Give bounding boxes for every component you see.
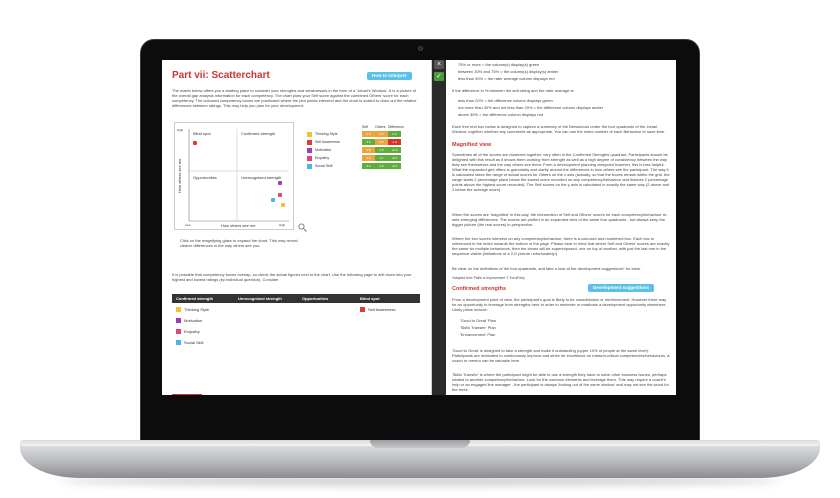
plan-list xyxy=(452,318,670,337)
index-swatch xyxy=(176,307,181,312)
footnote: *Adapted from 'Paths to Improvement' © Korn/Ferry xyxy=(452,276,525,280)
quadrant-unrecognised-strength: Unrecognised strength xyxy=(241,175,282,180)
legend-cell-others: 3.6 xyxy=(375,163,388,169)
skills-transfer-text: 'Skills Transfer' is where the participant might be able to use a strength they have to solve other business issues, perhaps related to another competency/behaviour. Look for the common elements and leverage them. This may require a coach's help or an engaged line manager - the participant is always 'looking out of the same window' and may not see the wood for the trees. xyxy=(452,372,669,392)
development-suggestions-button[interactable]: Development suggestions xyxy=(588,284,654,292)
bullet-item: not more than 30% and not less than 20% = the difference column displays amber xyxy=(458,105,604,110)
legend-row-thinking-style xyxy=(307,131,417,138)
legend-header-difference: Difference xyxy=(388,125,404,129)
report-page-right[interactable] xyxy=(446,60,676,395)
page-accent-bar xyxy=(172,394,202,395)
plot-point-thinking-style xyxy=(281,203,285,207)
table-cell-label: Thinking Style xyxy=(184,307,210,312)
table-row xyxy=(360,307,396,312)
scatter-chart xyxy=(174,122,294,230)
y-axis-high: High xyxy=(177,128,184,132)
legend-cell-difference: -1.0 xyxy=(388,139,401,145)
report-page-left[interactable] xyxy=(162,60,432,395)
plan-item: 'Enhancement' Plan xyxy=(460,332,496,337)
plan-item: 'Skills Transfer' Plan xyxy=(460,325,496,330)
screen xyxy=(162,60,676,395)
check-icon[interactable]: ✓ xyxy=(434,72,444,81)
legend-cell-difference: +0.2 xyxy=(388,155,401,161)
plot-point-social-skill xyxy=(271,198,275,202)
table-cell-label: Empathy xyxy=(184,329,200,334)
legend-name: Social Skill xyxy=(315,164,333,168)
legend-row-social-skill xyxy=(307,163,417,170)
legend-name: Self Awareness xyxy=(315,140,340,144)
plot-point-self-awareness xyxy=(193,141,197,145)
legend-cell-difference: +0.4 xyxy=(388,163,401,169)
legend-row-motivation xyxy=(307,147,417,154)
legend-cell-self: 3.9 xyxy=(362,155,375,161)
bullet-item: less than 30% = the rater average column displays red xyxy=(458,76,555,81)
magnified-view-text-4: Be clear on the definitions of the four quadrants, and take a look at the development suggestions* for each. xyxy=(452,266,642,271)
magnify-note: Click on the magnifying glass to expand the chart. This may reveal clearer differences in the way others see you. xyxy=(180,238,298,248)
magnified-view-text: Sometimes all of the scores are clustered together, very often in the Confirmed Strengths quadrant. Participants should be delighted with this result as it shows them working from strength as well as a high degree of consistency between the way they see themselves and the way others see them. From a development planning viewpoint however, this is less helpful. What the expanded grid offers is granularity and clarity around the differences in how others see the participant. The way it is calculated takes the range of actual scores for Others on the x axis (actually, so that the boxes remain within the grid, the range starts 2 percentage place below the lowest score recorded on any competency/behaviour and finishes 2 percentage points above the highest score recorded). The Self scores on the y axis is calculated in exactly the same way (2 above and 2 below the average score). xyxy=(452,152,670,192)
bullet-item: between 30% and 75% = the column(s) display(s) amber xyxy=(458,69,559,74)
magnified-view-text-2: When the scores are 'magnified' in this way, the intersection of Self and Others' scores for each competency/behaviour re-sets emerging differences. The scores are plotted in an expanded view of the same four quadrants - but always keep the bigger picture (the real scores) in perspective. xyxy=(452,212,668,227)
overlap-note: It is possible that competency boxes overlap, so check the actual figures next to the chart. Use the following page to drill down into your highest and lowest ratings (by individual question). Consider xyxy=(172,272,412,282)
table-row xyxy=(176,307,209,312)
legend-cell-others: 3.5 xyxy=(375,147,388,153)
table-row xyxy=(176,340,203,345)
plan-item: 'Good to Great' Plan xyxy=(460,318,496,323)
bullet-item: less than 20% = the difference column displays green xyxy=(458,98,553,103)
magnifying-glass-icon[interactable] xyxy=(298,223,307,232)
table-row xyxy=(176,329,200,334)
legend-swatch xyxy=(307,164,312,169)
bullet-item: 75% or more = the column(s) display(s) green xyxy=(458,62,540,67)
how-to-interpret-button[interactable]: How to interpret xyxy=(367,72,412,80)
legend-swatch xyxy=(307,132,312,137)
pane-divider xyxy=(432,60,446,395)
quadrant-blind-spot: Blind spot xyxy=(193,131,211,136)
x-axis-label: How others see me xyxy=(221,223,256,228)
legend-row-empathy xyxy=(307,155,417,162)
legend-header-others: Others xyxy=(375,125,386,129)
index-swatch xyxy=(176,318,181,323)
th-blind-spot: Blind spot xyxy=(360,296,380,301)
legend-cell-self: 3.8 xyxy=(362,147,375,153)
plot-point-empathy xyxy=(278,193,282,197)
good-to-great-text: 'Good to Great' is designed to take a strength and make it outstanding (upper 10% of people at the same level). Participants are motivated to continuously improve and strive for excellence on mission-critical competencies/behaviours. A coach or mentor can be valuable here. xyxy=(452,348,670,363)
laptop-notch xyxy=(370,440,470,448)
difference-list xyxy=(452,98,670,117)
table-cell-label: Self Awareness xyxy=(368,307,396,312)
legend-cell-others: 4.5 xyxy=(375,139,388,145)
legend-swatch xyxy=(307,156,312,161)
legend-cell-others: 4.5 xyxy=(375,131,388,137)
table-cell-label: Motivation xyxy=(184,318,203,323)
confirmed-strengths-text: From a development point of view, the participant's goal is likely to be consolidation or reinforcement. However there may be an opportunity to leverage from strengths here in order to minimise or eradicate a development opportunity elsewhere. Likely plans include: xyxy=(452,297,667,312)
legend-cell-difference: +0.3 xyxy=(388,147,401,153)
legend-name: Empathy xyxy=(315,156,330,160)
x-axis-low: Low xyxy=(185,223,191,227)
legend-cell-others: 3.7 xyxy=(375,155,388,161)
difference-intro: If the difference in % between the self-rating and the rater average is: xyxy=(452,88,575,93)
close-icon[interactable]: × xyxy=(434,60,444,69)
y-axis-label: How others see me xyxy=(177,158,182,193)
confirmed-strengths-heading: Confirmed strengths xyxy=(452,286,507,292)
table-row xyxy=(176,318,202,323)
intro-text: The matrix below offers you a starting place to consider your strengths and weaknesses in the form of a 'Johari's Window'. It is a picture of the overall gap analysis information for each competency. The chart plots your Self score against the combined Others' score for each competency. The coloured competency boxes are positioned where the plot points intersect and the chart is scaled to draw out the relative differences between ratings. This may help you plan for your development. xyxy=(172,88,417,108)
free-text-instructions: Each free text box below is designed to capture a summary of the Behaviours under the four quadrants of the Johari Window, together whether any comments as appropriate. You can use the index number of each Behaviour to save time. xyxy=(452,124,666,134)
table-header-row xyxy=(172,294,420,303)
legend-header-self: Self xyxy=(362,125,369,129)
magnified-view-text-3: Where the box scores intersect on any competency/behaviour, there is a coloured and numbered box. Each box is referenced in the index towards the bottom of the page. Please bear in mind that where Self and Others' scores are exactly the same for multiple behaviours, then the boxes will be superimposed, one on top of another, with just the last one in the sequence visible (limitations of a 2-D picture unfortunately!). xyxy=(452,236,670,256)
index-swatch xyxy=(360,307,365,312)
table-cell-label: Social Skill xyxy=(184,340,204,345)
x-axis-high: High xyxy=(279,223,286,227)
camera xyxy=(418,46,423,51)
th-confirmed-strength: Confirmed strength xyxy=(176,296,214,301)
th-unrecognised-strength: Unrecognised strength xyxy=(238,296,282,301)
index-swatch xyxy=(176,340,181,345)
quadrant-confirmed-strength: Confirmed strength xyxy=(241,131,276,136)
magnified-view-heading: Magnified view xyxy=(452,142,492,148)
legend-cell-difference: 0.0 xyxy=(388,131,401,137)
index-swatch xyxy=(176,329,181,334)
threshold-list xyxy=(452,62,670,81)
legend-row-self-awareness xyxy=(307,139,417,146)
legend-cell-self: 4.5 xyxy=(362,131,375,137)
legend-swatch xyxy=(307,140,312,145)
bullet-item: above 30% = the difference column displays red xyxy=(458,112,544,117)
th-opportunities: Opportunities xyxy=(302,296,329,301)
quadrant-opportunities: Opportunities xyxy=(193,175,217,180)
legend-cell-self: 4.0 xyxy=(362,163,375,169)
legend-swatch xyxy=(307,148,312,153)
legend-name: Thinking Style xyxy=(315,132,338,136)
page-title: Part vii: Scatterchart xyxy=(172,70,270,81)
legend-cell-self: 3.5 xyxy=(362,139,375,145)
plot-point-motivation xyxy=(278,181,282,185)
legend-name: Motivation xyxy=(315,148,332,152)
